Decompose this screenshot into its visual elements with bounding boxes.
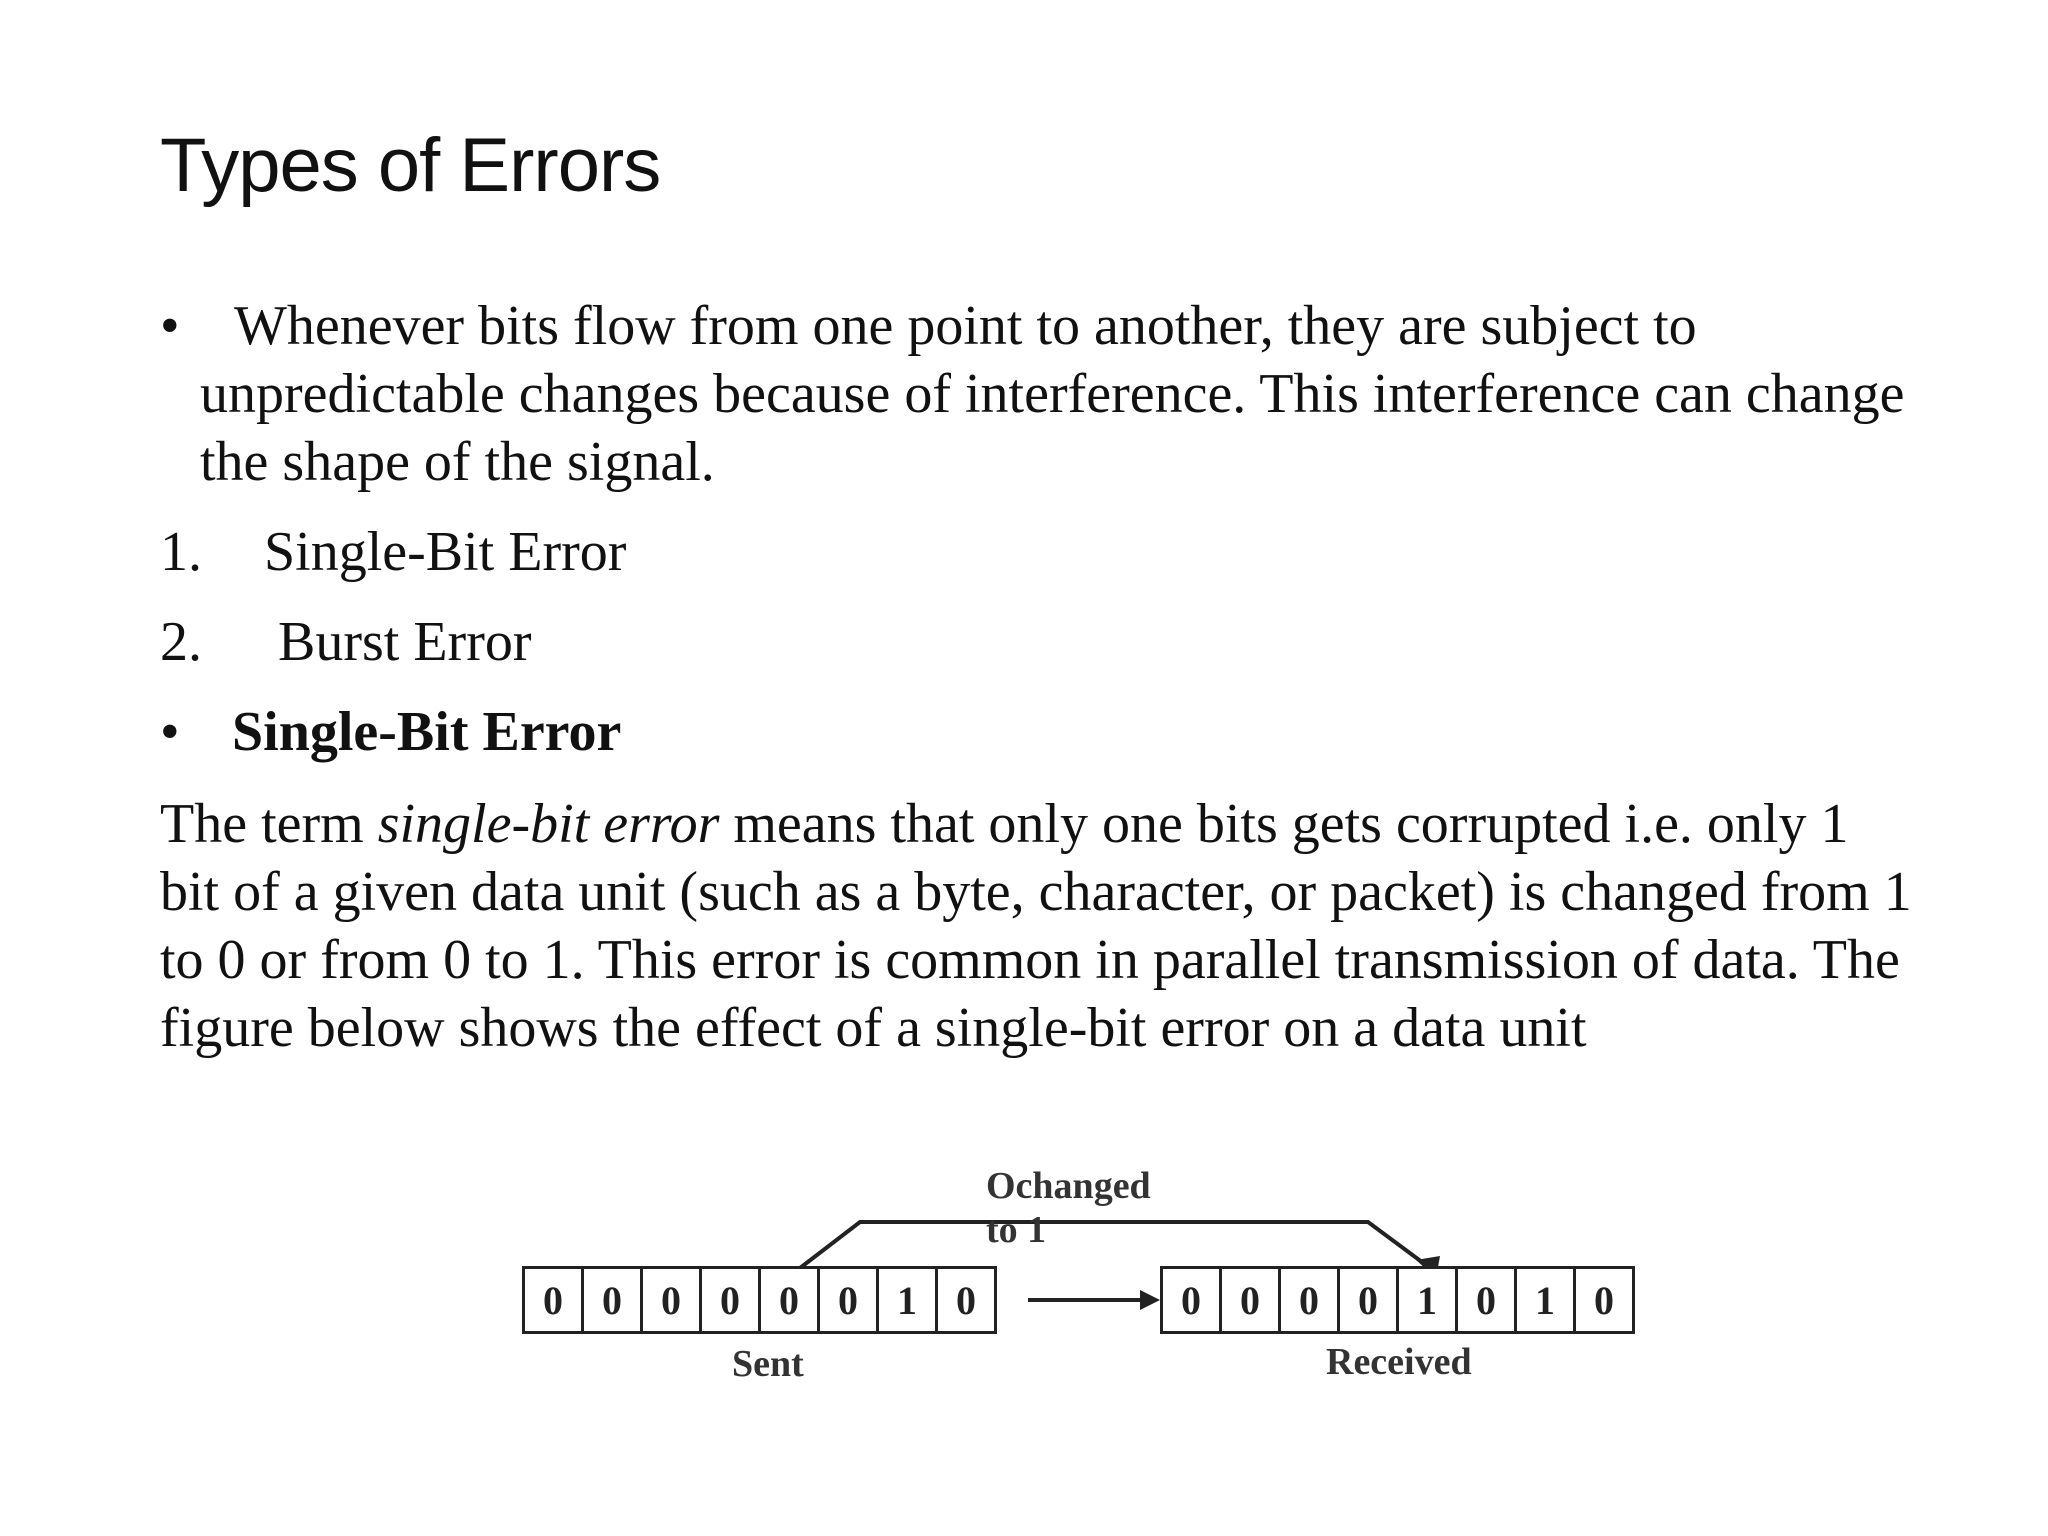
received-bit: 0 bbox=[1281, 1269, 1340, 1331]
sent-data-unit bbox=[522, 1266, 997, 1334]
slide-title: Types of Errors bbox=[160, 123, 661, 208]
body-rest: means that only one bits gets corrupted i.e. only 1 bit of a given data unit (such as a byte, character, or packet) is changed from 1 to 0 or from 0 to 1. This error is common in parallel transmission of data. The figure below shows the effect of a single-bit error on a data unit bbox=[160, 793, 1912, 1059]
intro-paragraph: Whenever bits flow from one point to another, they are subject to unpredictable changes because of interference. This interference can change the shape of the signal. bbox=[200, 295, 1905, 493]
received-bit: 1 bbox=[1517, 1269, 1576, 1331]
sent-bit: 1 bbox=[879, 1269, 938, 1331]
section-heading-line bbox=[160, 698, 621, 766]
received-bit: 0 bbox=[1222, 1269, 1281, 1331]
received-bit: 0 bbox=[1594, 1277, 1614, 1323]
sent-bit: 0 bbox=[584, 1269, 643, 1331]
list-number: 1. bbox=[160, 521, 202, 583]
sent-bit: 0 bbox=[643, 1269, 702, 1331]
sent-bit: 0 bbox=[525, 1269, 584, 1331]
change-label: Ochanged to 1 bbox=[986, 1165, 1151, 1251]
received-data-unit bbox=[1160, 1266, 1635, 1334]
sent-bit: 0 bbox=[761, 1269, 820, 1331]
body-paragraph bbox=[160, 790, 1920, 1062]
received-bit: 0 bbox=[1458, 1269, 1517, 1331]
body-term: single-bit error bbox=[377, 793, 720, 855]
received-bit-flipped: 1 bbox=[1399, 1269, 1458, 1331]
intro-bullet: • bbox=[160, 295, 180, 357]
body-lead: The term bbox=[160, 793, 378, 855]
sent-bit: 0 bbox=[820, 1269, 879, 1331]
section-bullet: • bbox=[160, 701, 180, 763]
sent-label: Sent bbox=[732, 1343, 804, 1385]
sent-bit: 0 bbox=[956, 1277, 976, 1323]
section-heading: Single-Bit Error bbox=[232, 701, 622, 763]
list-label: Single-Bit Error bbox=[264, 521, 627, 583]
sent-bit: 0 bbox=[702, 1269, 761, 1331]
list-number: 2. bbox=[160, 611, 202, 673]
received-bit: 0 bbox=[1163, 1269, 1222, 1331]
list-label: Burst Error bbox=[278, 611, 532, 673]
list-item-burst bbox=[160, 608, 532, 676]
transmit-arrow-head bbox=[1140, 1290, 1160, 1310]
list-item-single-bit bbox=[160, 518, 626, 586]
received-bit: 0 bbox=[1340, 1269, 1399, 1331]
received-label: Received bbox=[1326, 1341, 1472, 1383]
